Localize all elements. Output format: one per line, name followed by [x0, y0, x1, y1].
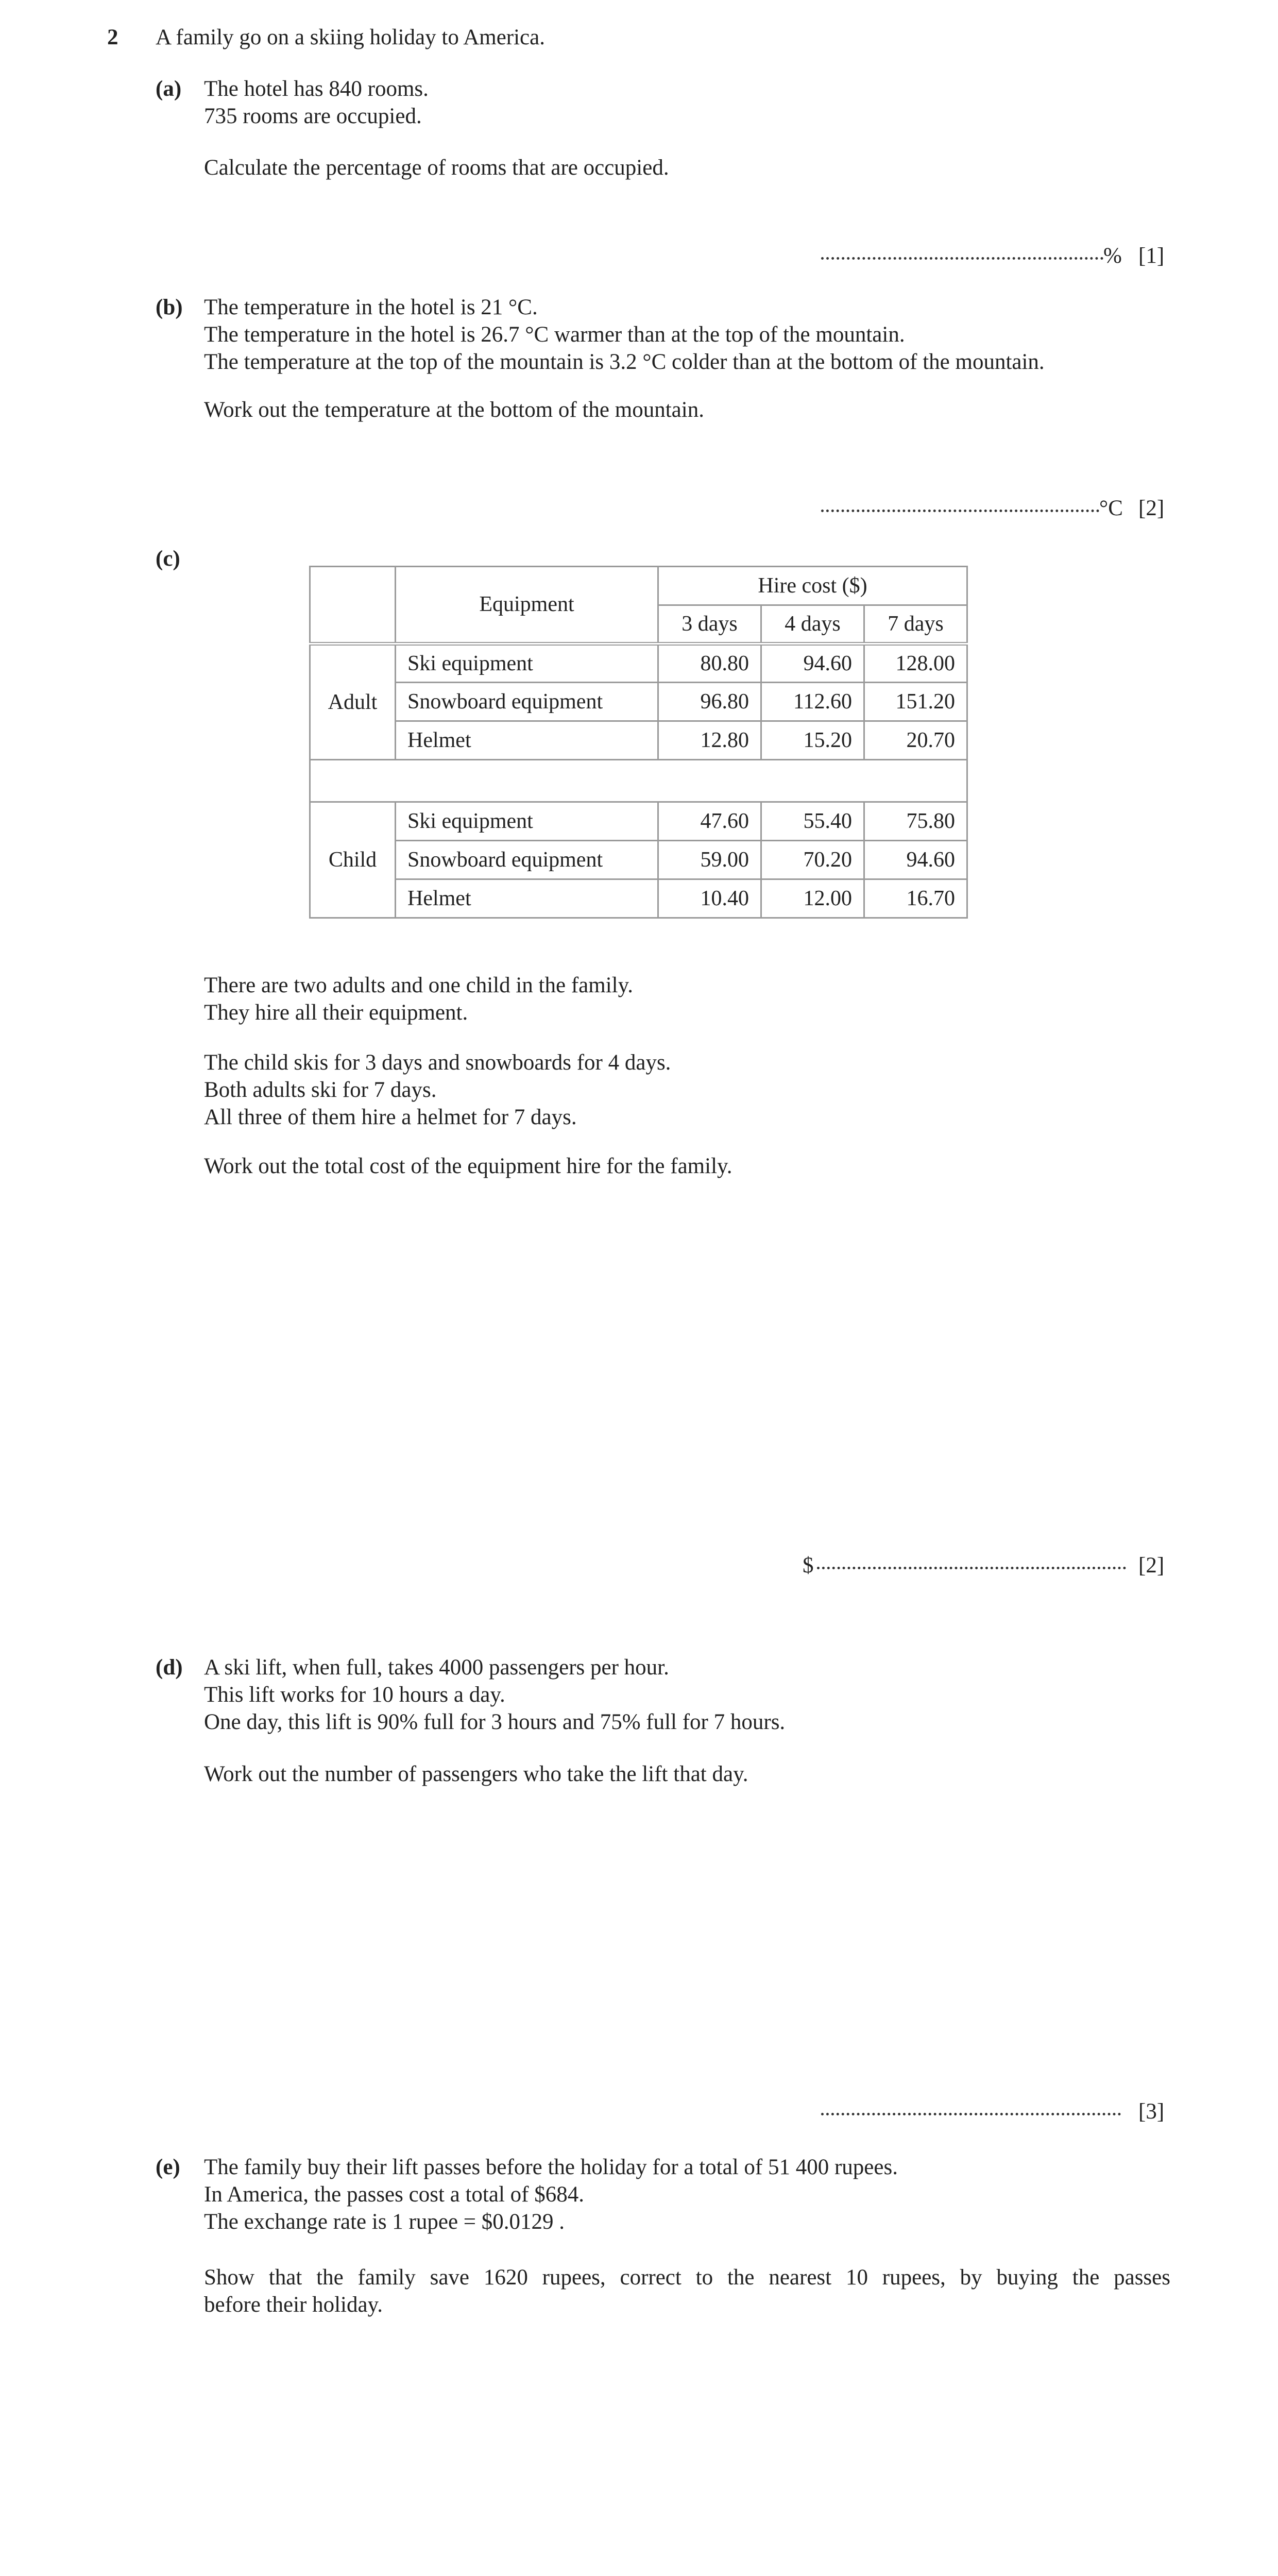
part-d-task: Work out the number of passengers who take the lift that day.	[204, 1762, 748, 1786]
answer-dots[interactable]	[821, 257, 1103, 260]
child-cost: 59.00	[658, 841, 761, 879]
hire-cost-header: Hire cost ($)	[658, 567, 967, 605]
table-corner-cell	[310, 567, 396, 644]
part-b-answer-line[interactable]	[821, 495, 1123, 522]
answer-dots[interactable]	[817, 1567, 1126, 1569]
part-a-answer-line[interactable]	[821, 242, 1122, 269]
child-cost: 94.60	[864, 841, 967, 879]
child-group-label: Child	[310, 802, 396, 918]
child-cost: 70.20	[761, 841, 864, 879]
answer-unit: %	[1103, 244, 1122, 268]
part-a-marks: [1]	[1138, 244, 1165, 268]
part-d-marks: [3]	[1138, 2099, 1165, 2124]
part-d-label: (d)	[156, 1655, 183, 1680]
answer-currency: $	[803, 1553, 814, 1578]
part-b-marks: [2]	[1138, 496, 1165, 520]
adult-cost: 20.70	[864, 721, 967, 760]
adult-item: Snowboard equipment	[396, 683, 658, 721]
answer-dots[interactable]	[821, 2113, 1121, 2115]
child-cost: 47.60	[658, 802, 761, 841]
child-item: Ski equipment	[396, 802, 658, 841]
adult-cost: 12.80	[658, 721, 761, 760]
part-d-answer-line[interactable]	[821, 2098, 1121, 2125]
part-c-answer-line[interactable]	[803, 1552, 1126, 1579]
part-b-label: (b)	[156, 295, 183, 319]
adult-cost: 128.00	[864, 644, 967, 683]
adult-cost: 96.80	[658, 683, 761, 721]
adult-item: Helmet	[396, 721, 658, 760]
part-d-line-3: One day, this lift is 90% full for 3 hours and 75% full for 7 hours.	[204, 1710, 786, 1734]
child-cost: 10.40	[658, 879, 761, 918]
part-b-line-1: The temperature in the hotel is 21 °C.	[204, 295, 538, 319]
part-b-task: Work out the temperature at the bottom of the mountain.	[204, 398, 704, 422]
part-c-line-4: Both adults ski for 7 days.	[204, 1078, 437, 1102]
child-cost: 16.70	[864, 879, 967, 918]
part-c-line-2: They hire all their equipment.	[204, 1001, 468, 1025]
part-d-line-1: A ski lift, when full, takes 4000 passengers per hour.	[204, 1655, 669, 1680]
part-a-line-2: 735 rooms are occupied.	[204, 104, 422, 128]
part-a-label: (a)	[156, 77, 182, 101]
adult-cost: 151.20	[864, 683, 967, 721]
adult-cost: 94.60	[761, 644, 864, 683]
days-header-7: 7 days	[864, 605, 967, 644]
adult-cost: 15.20	[761, 721, 864, 760]
part-e-line-2: In America, the passes cost a total of $684.	[204, 2182, 584, 2207]
part-b-line-2: The temperature in the hotel is 26.7 °C warmer than at the top of the mountain.	[204, 323, 905, 347]
answer-unit: °C	[1099, 496, 1123, 520]
part-a-task: Calculate the percentage of rooms that are occupied.	[204, 156, 669, 180]
part-e-line-3: The exchange rate is 1 rupee = $0.0129 .	[204, 2210, 565, 2234]
adult-item: Ski equipment	[396, 644, 658, 683]
part-c-line-5: All three of them hire a helmet for 7 days.	[204, 1105, 577, 1129]
part-c-label: (c)	[156, 547, 180, 571]
part-c-line-3: The child skis for 3 days and snowboards for 4 days.	[204, 1050, 671, 1075]
days-header-3: 3 days	[658, 605, 761, 644]
adult-cost: 80.80	[658, 644, 761, 683]
child-cost: 55.40	[761, 802, 864, 841]
part-c-marks: [2]	[1138, 1553, 1165, 1578]
hire-cost-table	[309, 566, 968, 919]
part-e-line-1: The family buy their lift passes before the holiday for a total of 51 400 rupees.	[204, 2155, 898, 2179]
child-item: Snowboard equipment	[396, 841, 658, 879]
child-item: Helmet	[396, 879, 658, 918]
equipment-header: Equipment	[396, 567, 658, 644]
days-header-4: 4 days	[761, 605, 864, 644]
part-c-line-1: There are two adults and one child in the family.	[204, 973, 634, 997]
child-cost: 75.80	[864, 802, 967, 841]
part-e-task-line-1: Show that the family save 1620 rupees, correct to the nearest 10 rupees, by buying the passes	[204, 2265, 1170, 2290]
part-c-task: Work out the total cost of the equipment hire for the family.	[204, 1154, 732, 1178]
question-intro: A family go on a skiing holiday to America.	[156, 25, 545, 49]
answer-dots[interactable]	[821, 510, 1099, 512]
part-a-line-1: The hotel has 840 rooms.	[204, 77, 429, 101]
part-d-line-2: This lift works for 10 hours a day.	[204, 1683, 505, 1707]
part-e-task-line-2: before their holiday.	[204, 2293, 383, 2317]
adult-cost: 112.60	[761, 683, 864, 721]
child-cost: 12.00	[761, 879, 864, 918]
part-b-line-3: The temperature at the top of the mountain is 3.2 °C colder than at the bottom of the mountain.	[204, 350, 1045, 374]
part-e-label: (e)	[156, 2155, 180, 2179]
table-spacer-row	[310, 760, 967, 802]
question-number: 2	[107, 25, 118, 49]
adult-group-label: Adult	[310, 644, 396, 760]
